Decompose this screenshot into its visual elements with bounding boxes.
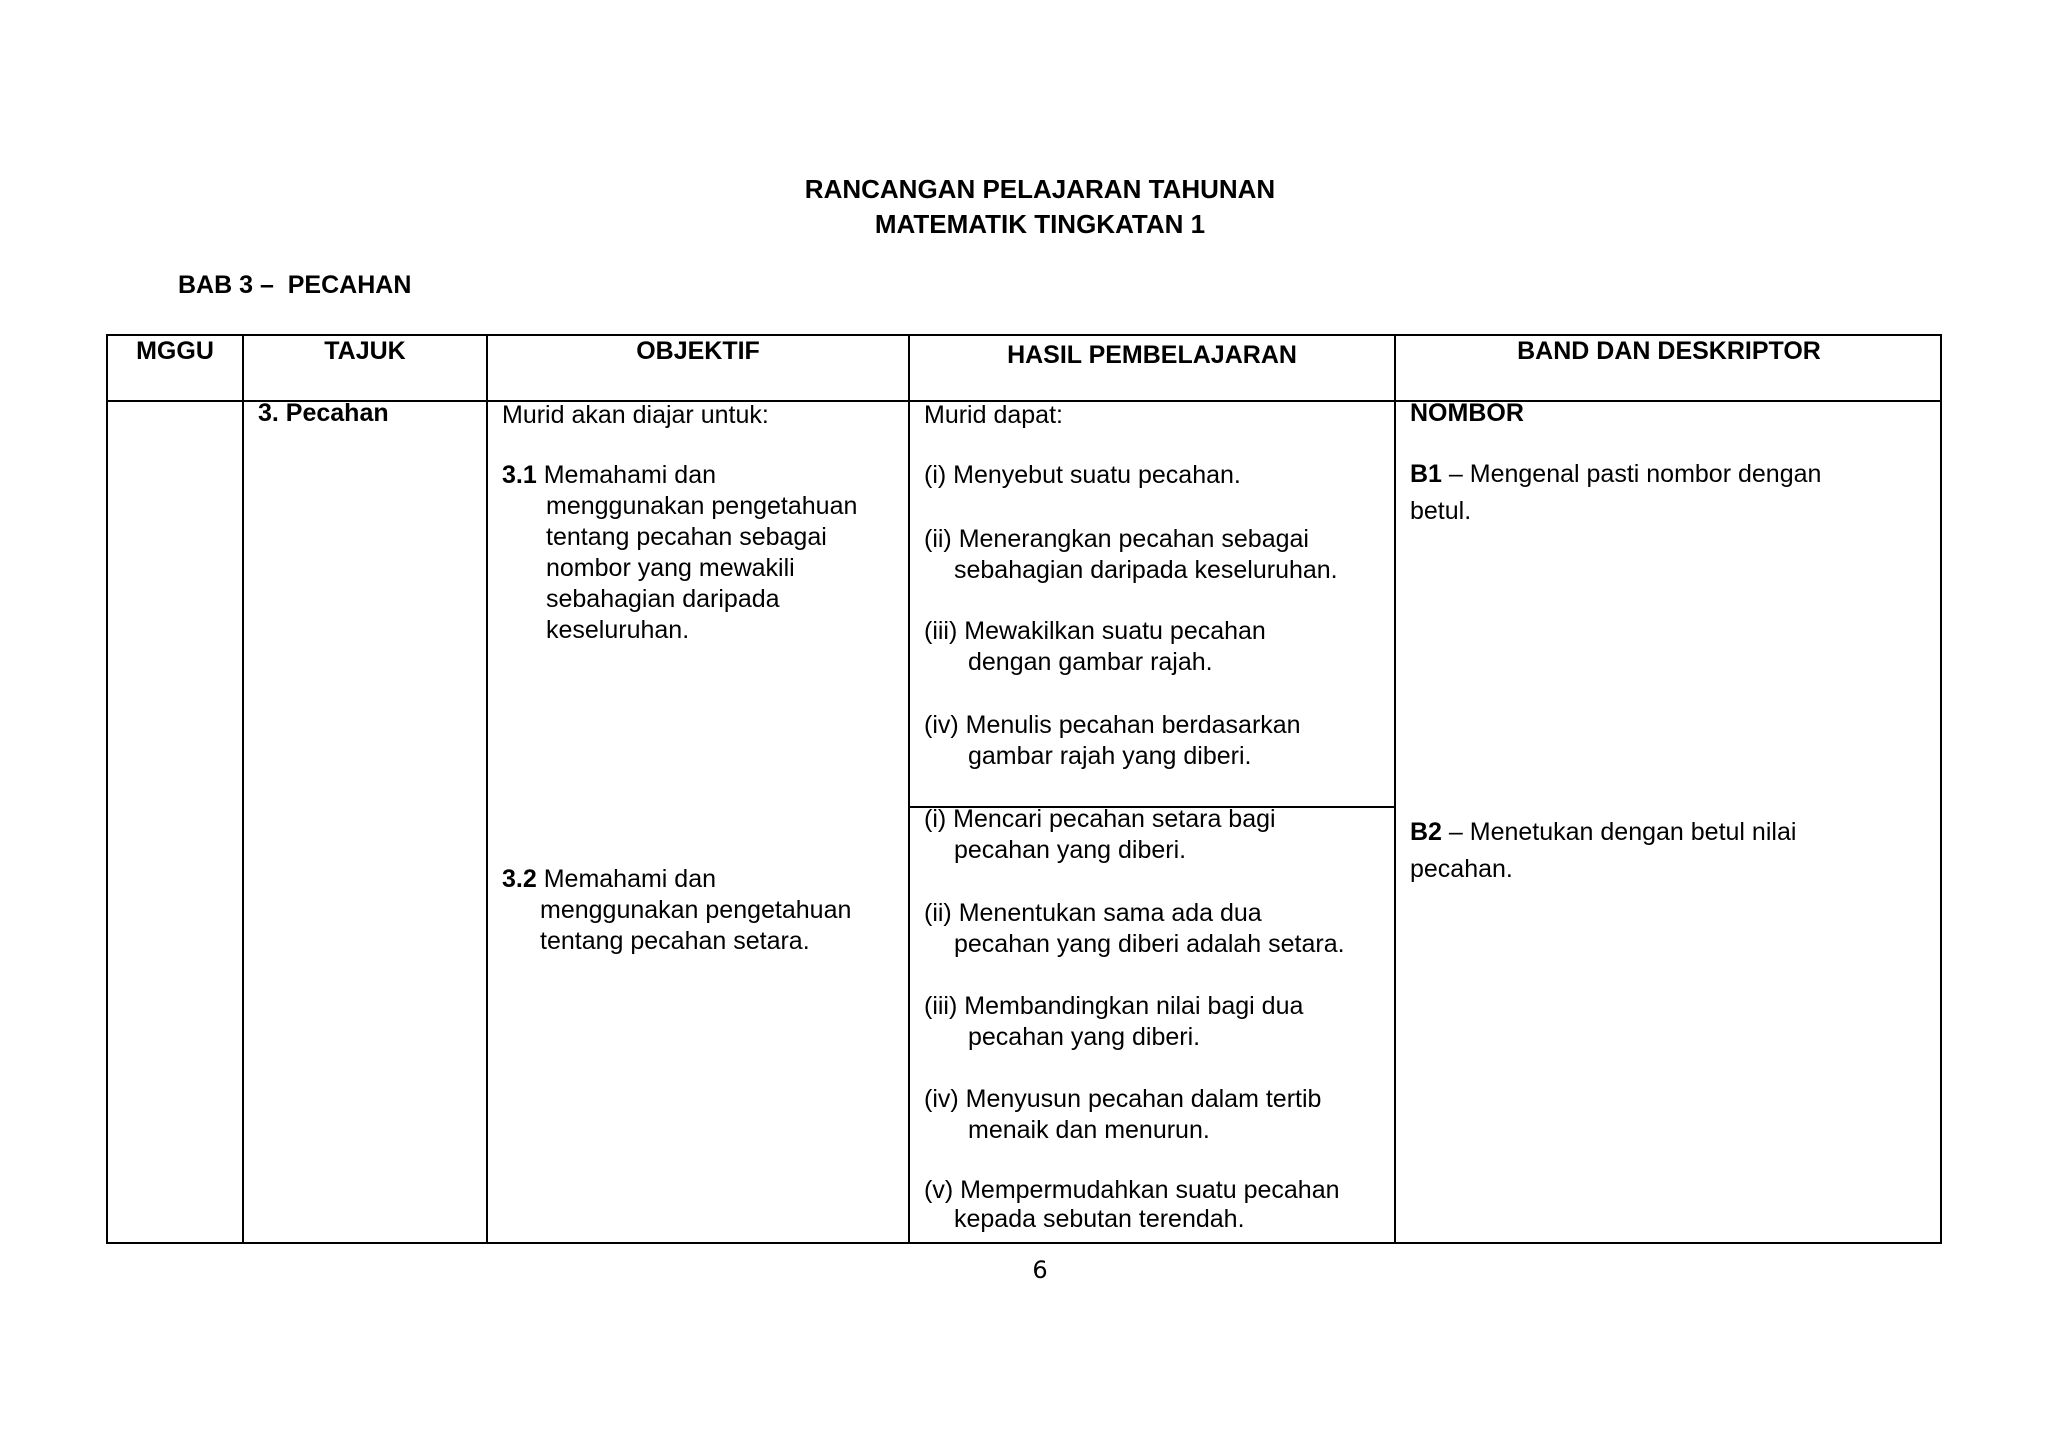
- outcome-text: sebahagian daripada keseluruhan.: [954, 556, 1338, 584]
- objective-number: 3.2: [502, 865, 537, 893]
- outcome-text: (iv) Menyusun pecahan dalam tertib: [924, 1085, 1322, 1113]
- objective-text: menggunakan pengetahuan: [540, 896, 852, 924]
- column-header-band: BAND DAN DESKRIPTOR: [1517, 337, 1821, 365]
- column-divider: [908, 336, 910, 1242]
- document-subtitle: MATEMATIK TINGKATAN 1: [874, 209, 1206, 239]
- outcome-text: gambar rajah yang diberi.: [968, 742, 1252, 770]
- column-divider: [1394, 336, 1396, 1242]
- band-code: B2: [1410, 818, 1442, 846]
- objective-text: tentang pecahan sebagai: [546, 523, 827, 551]
- outcome-item: [924, 524, 1394, 586]
- objective-text: Memahami dan: [543, 865, 717, 893]
- band-text: – Mengenal pasti nombor dengan: [1441, 460, 1822, 488]
- document-title: RANCANGAN PELAJARAN TAHUNAN: [804, 174, 1276, 204]
- outcome-text: (iii) Mewakilkan suatu pecahan: [924, 617, 1266, 645]
- outcome-item: [924, 804, 1394, 866]
- band-descriptor-b2: [1410, 814, 1930, 888]
- band-heading: NOMBOR: [1410, 399, 1524, 427]
- objective-3-1: [502, 460, 902, 646]
- column-header-hasil: HASIL PEMBELAJARAN: [1007, 341, 1297, 369]
- outcome-item: [924, 616, 1394, 678]
- outcome-intro: Murid dapat:: [924, 401, 1063, 429]
- chapter-heading: BAB 3 – PECAHAN: [178, 271, 412, 299]
- objective-number: 3.1: [502, 461, 537, 489]
- column-header-tajuk: TAJUK: [324, 337, 406, 365]
- band-text: – Menetukan dengan betul nilai: [1441, 818, 1797, 846]
- column-header-mggu: MGGU: [136, 337, 214, 365]
- lesson-plan-table: [106, 334, 1942, 1244]
- outcome-text: (i) Mencari pecahan setara bagi: [924, 805, 1276, 833]
- outcome-item: [924, 1084, 1394, 1146]
- outcome-text: (iv) Menulis pecahan berdasarkan: [924, 711, 1301, 739]
- objective-text: nombor yang mewakili: [546, 554, 795, 582]
- objective-text: Memahami dan: [543, 461, 717, 489]
- column-header-objektif: OBJEKTIF: [636, 337, 760, 365]
- objective-text: keseluruhan.: [546, 616, 690, 644]
- topic-name: 3. Pecahan: [258, 399, 389, 427]
- outcome-item: [924, 1176, 1394, 1234]
- objective-intro: Murid akan diajar untuk:: [502, 401, 769, 429]
- outcome-text: pecahan yang diberi.: [968, 1023, 1201, 1051]
- band-text: pecahan.: [1410, 855, 1513, 883]
- page-number: 6: [1032, 1256, 1048, 1284]
- objective-text: sebahagian daripada: [546, 585, 780, 613]
- column-divider: [486, 336, 488, 1242]
- outcome-text: dengan gambar rajah.: [968, 648, 1213, 676]
- outcome-text: (i) Menyebut suatu pecahan.: [924, 461, 1241, 489]
- outcome-text: (ii) Menentukan sama ada dua: [924, 899, 1262, 927]
- band-code: B1: [1410, 460, 1442, 488]
- outcome-text: menaik dan menurun.: [968, 1116, 1210, 1144]
- outcome-text: (v) Mempermudahkan suatu pecahan: [924, 1176, 1340, 1204]
- outcome-item: [924, 991, 1394, 1053]
- outcome-item: [924, 898, 1394, 960]
- objective-3-2: [502, 864, 902, 957]
- outcome-text: (ii) Menerangkan pecahan sebagai: [924, 525, 1309, 553]
- band-text: betul.: [1410, 497, 1472, 525]
- band-descriptor-b1: [1410, 456, 1930, 530]
- outcome-text: pecahan yang diberi adalah setara.: [954, 930, 1345, 958]
- outcome-item: [924, 460, 1394, 491]
- outcome-text: (iii) Membandingkan nilai bagi dua: [924, 992, 1304, 1020]
- outcome-text: kepada sebutan terendah.: [954, 1205, 1245, 1233]
- objective-text: menggunakan pengetahuan: [546, 492, 858, 520]
- objective-text: tentang pecahan setara.: [540, 927, 810, 955]
- outcome-item: [924, 710, 1394, 772]
- outcome-text: pecahan yang diberi.: [954, 836, 1187, 864]
- column-divider: [242, 336, 244, 1242]
